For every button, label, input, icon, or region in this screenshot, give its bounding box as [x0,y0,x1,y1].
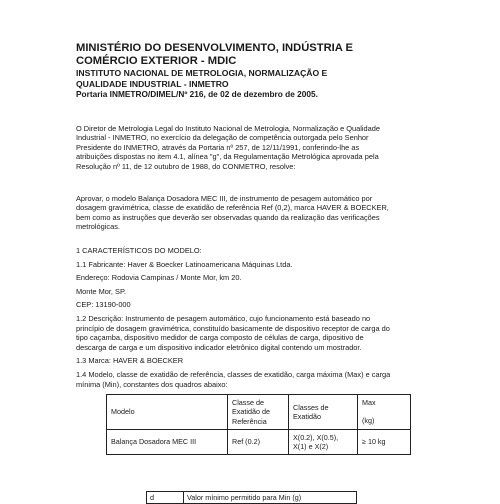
ministry-title-line1: MINISTÉRIO DO DESENVOLVIMENTO, INDÚSTRIA E [76,42,354,54]
ordinance-title: Portaria INMETRO/DIMEL/Nº 216, de 02 de dezembro de 2005. [76,89,318,100]
table-header-row [107,395,411,430]
min-value-table [146,491,357,504]
address-line: Endereço: Rodovia Campinas / Monte Mor, km 20. [76,273,242,283]
institute-title-line1: INSTITUTO NACIONAL DE METROLOGIA, NORMALIZAÇÃO E [76,68,328,78]
row-max: ≥ 10 kg [358,429,411,454]
cep-line: CEP: 13190-000 [76,300,131,310]
manufacturer-line: 1.1 Fabricante: Haver & Boecker Latinoamericana Máquinas Ltda. [76,259,293,269]
header-classes: Classes de Exatidão [289,395,358,430]
header-min-value: Valor mínimo permitido para Min (g) [184,492,357,504]
row-model: Balança Dosadora MEC III [107,429,228,454]
preamble-paragraph: O Diretor de Metrologia Legal do Instituto Nacional de Metrologia, Normalização e Qualidade Industrial - INMETRO, no exercício da delegação de competência outorgada pelo Senhor Presidente do INMETRO, através da Portaria nº 257, de 12/11/1991, conferindo-lhe as atribuições dispostas no item 4.1, alínea "g", da Regulamentação Metrológica aprovada pela Resolução nº 11, de 12 outubro de 1988, do CONMETRO, resolve: [76,123,381,172]
header-ref-class: Classe de Exatidão de Referência [228,395,289,430]
model-table [106,394,411,455]
ministry-title-line2: COMÉRCIO EXTERIOR - MDIC [76,55,237,67]
table-row [107,429,411,454]
approval-paragraph: Aprovar, o modelo Balança Dosadora MEC III, de instrumento de pesagem automático por dosagem gravimétrica, classe de exatidão de referência Ref (0,2), marca HAVER & BOECKER, bem como as instruções que deverão ser observadas quando da realização das verificações metrológicas. [76,193,389,232]
header-model: Modelo [107,395,228,430]
row-ref-class: Ref (0.2) [228,429,289,454]
header-d: d [147,492,184,504]
row-classes: X(0.2), X(0.5), X(1) e X(2) [289,429,358,454]
table-header-row [147,492,357,504]
model-intro-paragraph: 1.4 Modelo, classe de exatidão de referência, classes de exatidão, carga máxima (Max) e carga mínima (Min), constantes dos quadros abaixo: [76,369,391,389]
section-title: 1 CARACTERÍSTICOS DO MODELO: [76,246,202,256]
city-line: Monte Mor, SP. [76,286,126,296]
document-page [76,42,436,455]
brand-line: 1.3 Marca: HAVER & BOECKER [76,356,184,366]
header-max: Max (kg) [358,395,411,430]
institute-title-line2: QUALIDADE INDUSTRIAL - INMETRO [76,78,229,89]
description-paragraph: 1.2 Descrição: Instrumento de pesagem automático, cujo funcionamento está baseado no princípio de dosagem gravimétrica, constituído basicamente de dispositivo receptor de carga do tipo caçamba, dispositivo medidor de carga composto de células de carga, dipositivo de descarga de carga e um dispositivo indicador eletrônico digital contendo um mostrador. [76,314,390,352]
